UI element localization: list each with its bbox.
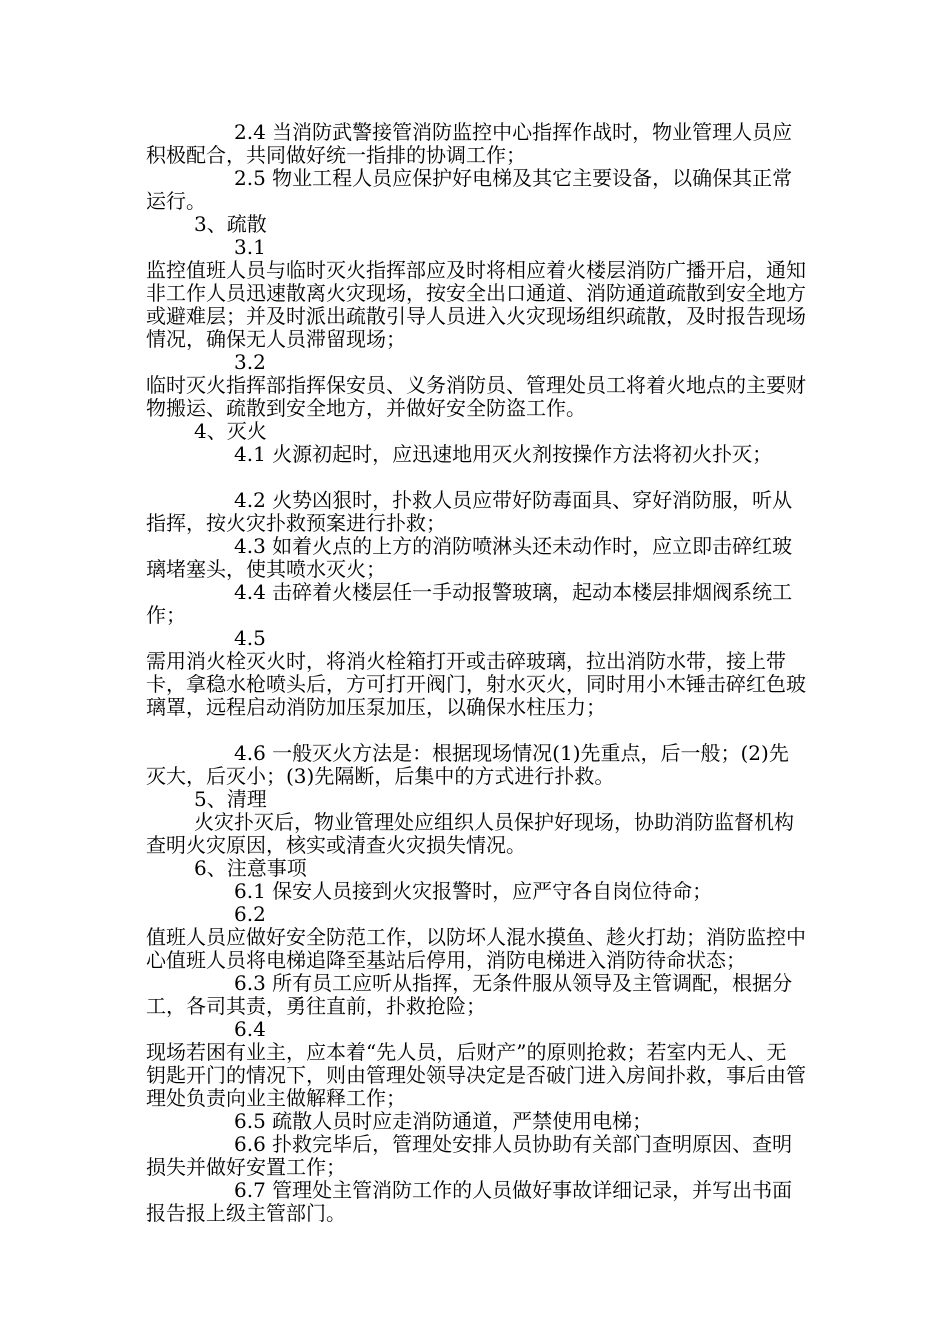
paragraph: 3.1 xyxy=(234,235,266,259)
paragraph: 4.2 火势凶狠时，扑救人员应带好防毒面具、穿好消防服，听从指挥，按火灾扑救预案进行扑救； xyxy=(146,488,793,535)
paragraph: 6.5 疏散人员时应走消防通道，严禁使用电梯； xyxy=(234,1109,653,1133)
document-body xyxy=(146,121,806,1225)
paragraph: 3.2 xyxy=(234,350,266,374)
paragraph: 4.5 xyxy=(234,626,266,650)
paragraph-spacer xyxy=(146,719,806,742)
paragraph: 5、清理 xyxy=(194,787,267,811)
paragraph: 需用消火栓灭火时，将消火栓箱打开或击碎玻璃，拉出消防水带，接上带卡，拿稳水枪喷头后，方可打开阀门，射水灭火，同时用小木锤击碎红色玻璃罩，远程启动消防加压泵加压，以确保水柱压力； xyxy=(146,649,806,719)
paragraph: 2.4 当消防武警接管消防监控中心指挥作战时，物业管理人员应积极配合，共同做好统一指排的协调工作； xyxy=(146,120,793,167)
paragraph: 2.5 物业工程人员应保护好电梯及其它主要设备，以确保其正常运行。 xyxy=(146,166,793,213)
paragraph: 监控值班人员与临时灭火指挥部应及时将相应着火楼层消防广播开启，通知非工作人员迅速散离火灾现场，按安全出口通道、消防通道疏散到安全地方或避难层；并及时派出疏散引导人员进入火灾现场组织疏散，及时报告现场情况，确保无人员滞留现场； xyxy=(146,258,806,351)
paragraph-spacer xyxy=(146,466,806,489)
paragraph: 火灾扑灭后，物业管理处应组织人员保护好现场，协助消防监督机构查明火灾原因，核实或清查火灾损失情况。 xyxy=(146,810,794,857)
paragraph: 6.2 xyxy=(234,902,266,926)
paragraph: 4、灭火 xyxy=(194,419,267,443)
paragraph: 6.1 保安人员接到火灾报警时，应严守各自岗位待命； xyxy=(234,879,713,903)
paragraph: 值班人员应做好安全防范工作，以防坏人混水摸鱼、趁火打劫；消防监控中心值班人员将电梯追降至基站后停用，消防电梯进入消防待命状态； xyxy=(146,925,806,972)
paragraph: 4.3 如着火点的上方的消防喷淋头还未动作时，应立即击碎红玻璃堵塞头，使其喷水灭火； xyxy=(146,534,793,581)
paragraph: 临时灭火指挥部指挥保安员、义务消防员、管理处员工将着火地点的主要财物搬运、疏散到安全地方，并做好安全防盗工作。 xyxy=(146,373,806,420)
paragraph: 6.3 所有员工应听从指挥，无条件服从领导及主管调配，根据分工，各司其责，勇往直前，扑救抢险； xyxy=(146,971,793,1018)
paragraph: 现场若困有业主，应本着“先人员，后财产”的原则抢救；若室内无人、无钥匙开门的情况下，则由管理处领导决定是否破门进入房间扑救，事后由管理处负责向业主做解释工作； xyxy=(146,1040,806,1110)
paragraph: 3、疏散 xyxy=(194,212,267,236)
paragraph: 4.4 击碎着火楼层任一手动报警玻璃，起动本楼层排烟阀系统工作； xyxy=(146,580,793,627)
paragraph: 4.1 火源初起时，应迅速地用灭火剂按操作方法将初火扑灭； xyxy=(234,442,773,466)
paragraph: 4.6 一般灭火方法是：根据现场情况(1)先重点，后一般；(2)先灭大，后灭小；(3)先隔断，后集中的方式进行扑救。 xyxy=(146,741,789,788)
paragraph: 6、注意事项 xyxy=(194,856,307,880)
paragraph: 6.4 xyxy=(234,1017,266,1041)
paragraph: 6.7 管理处主管消防工作的人员做好事故详细记录，并写出书面报告报上级主管部门。 xyxy=(146,1178,793,1225)
paragraph: 6.6 扑救完毕后，管理处安排人员协助有关部门查明原因、查明损失并做好安置工作； xyxy=(146,1132,793,1179)
